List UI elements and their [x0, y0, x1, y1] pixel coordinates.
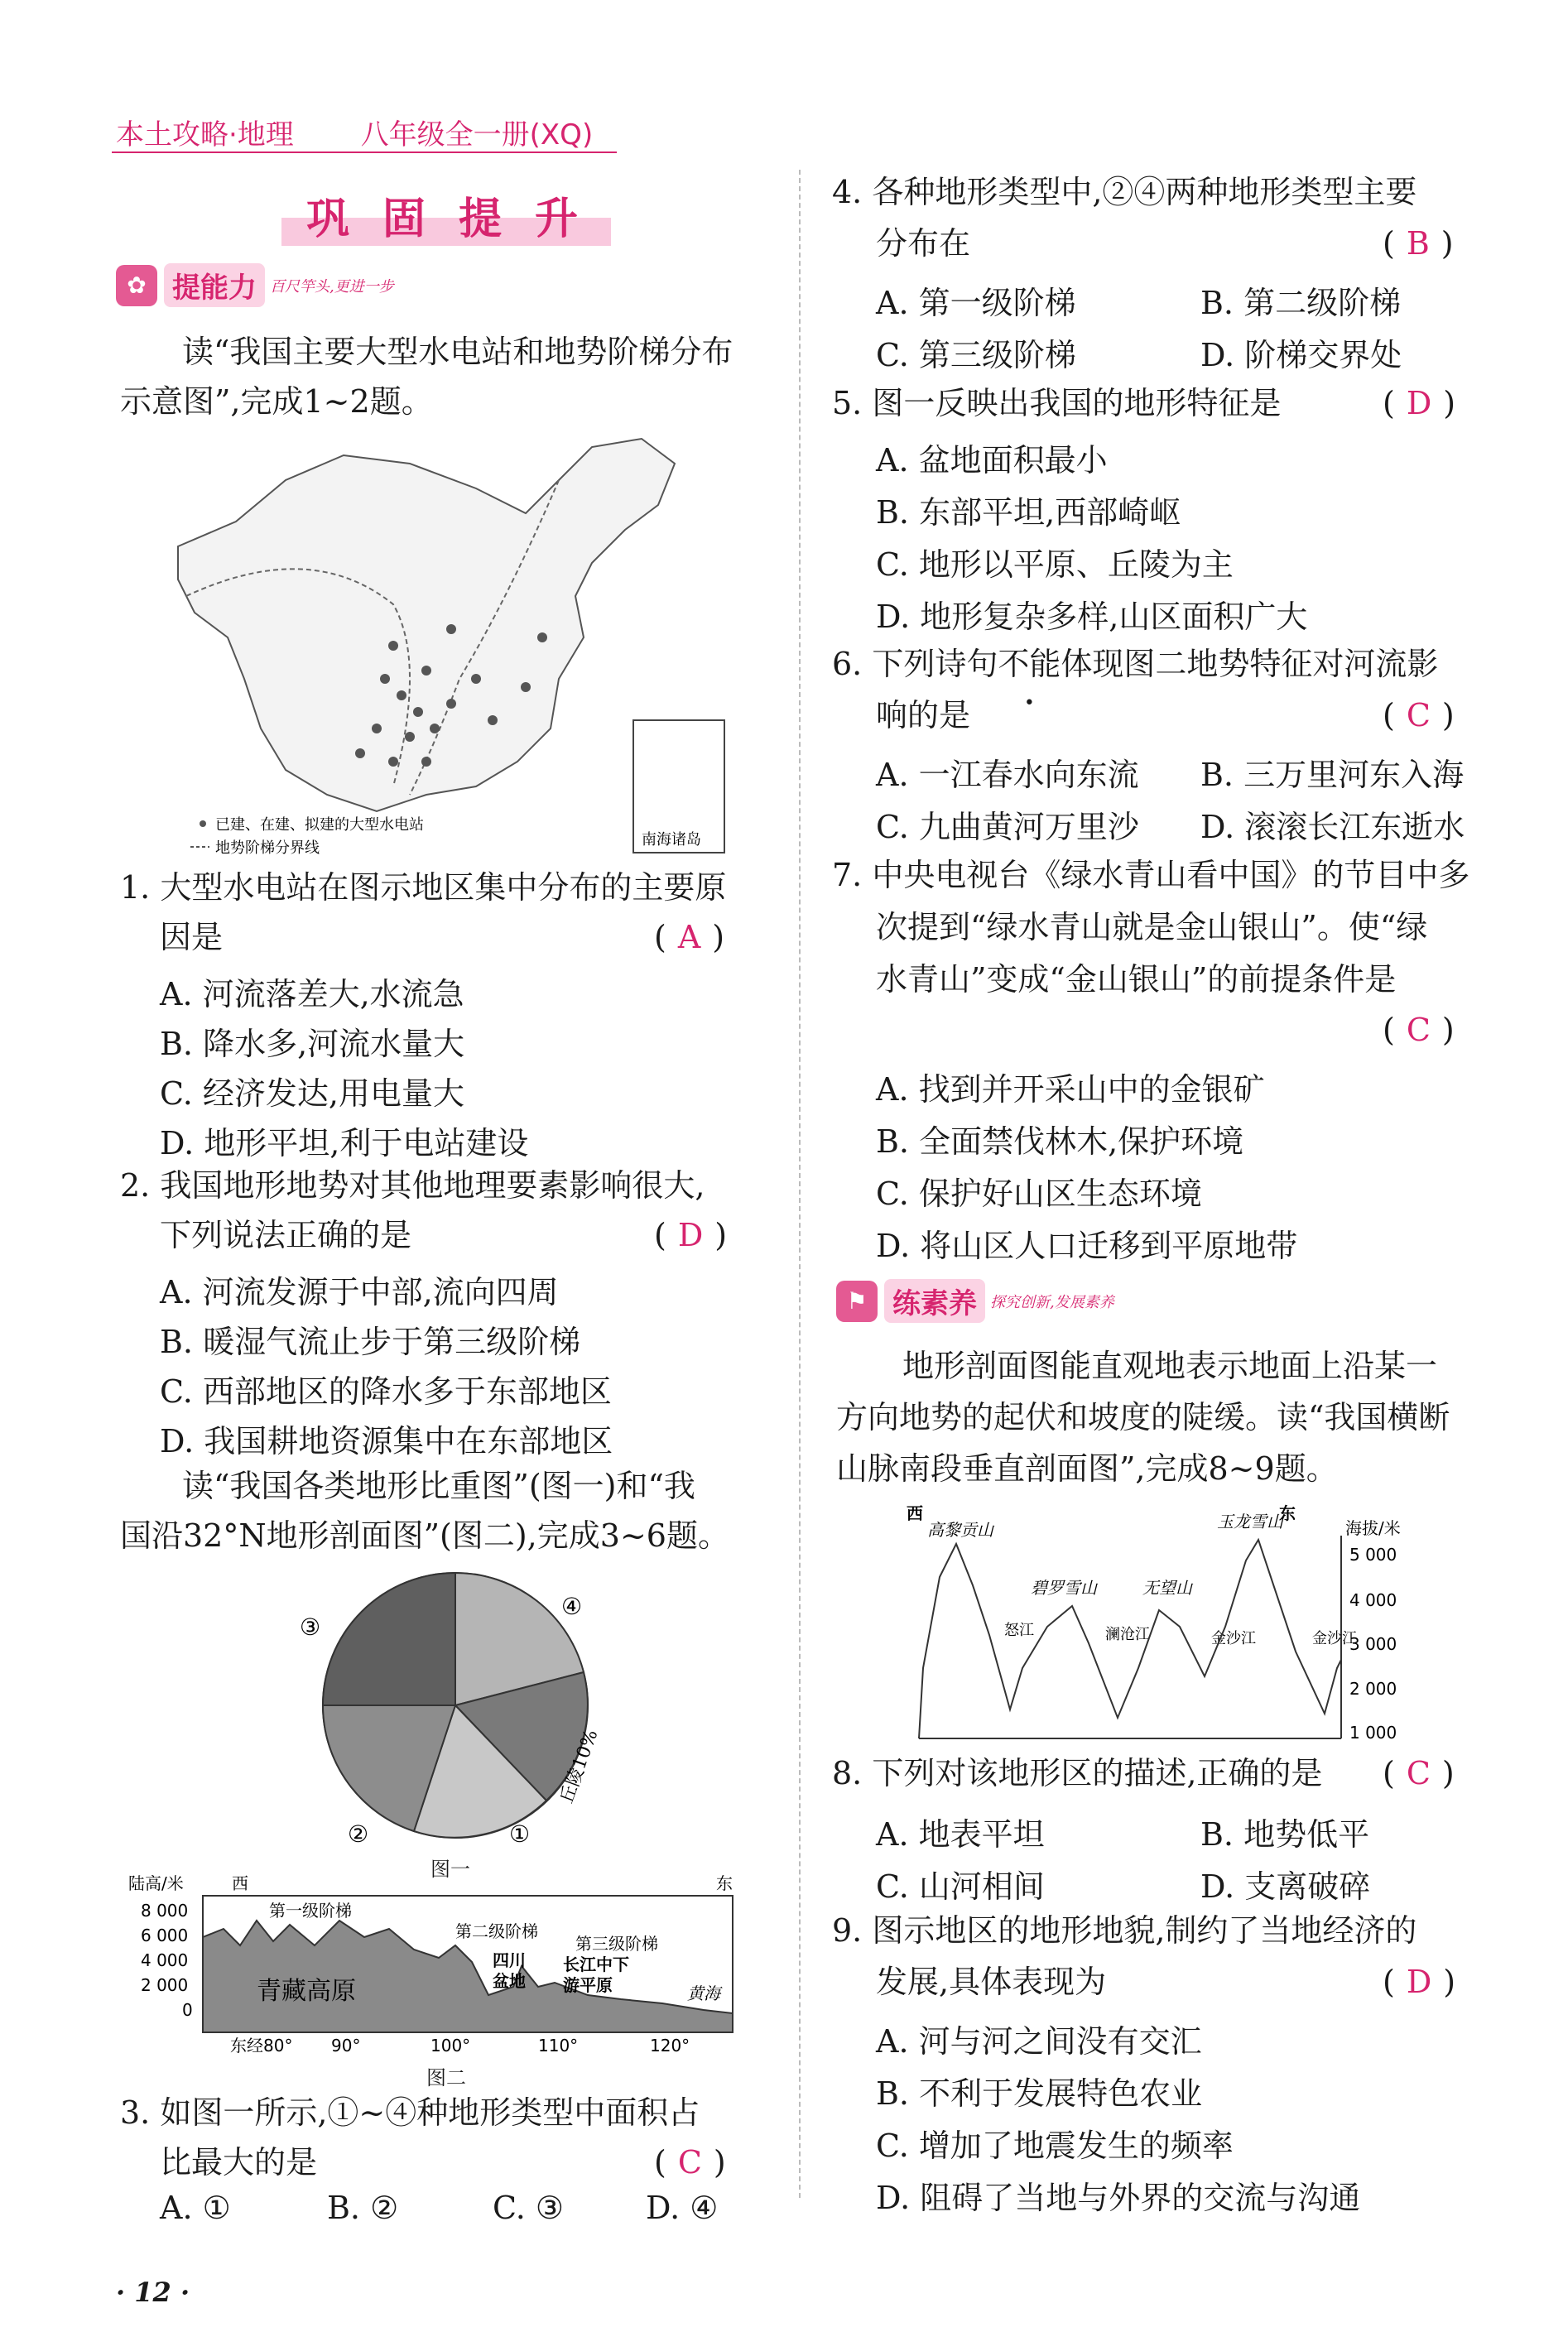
q3-stem-line1: 3. 如图一所示,①~④种地形类型中面积占 [120, 2094, 700, 2131]
q7-option-a: A. 找到并开采山中的金银矿 [876, 1071, 1265, 1108]
q3-option-c: C. ③ [493, 2190, 564, 2226]
q8-stem: 8. 下列对该地形区的描述,正确的是 [832, 1755, 1323, 1791]
fig3-east: 东 [1279, 1503, 1296, 1523]
q9-option-d: D. 阻碍了当地与外界的交流与沟通 [876, 2180, 1361, 2216]
q5-option-b: B. 东部平坦,西部崎岖 [876, 494, 1181, 531]
q2-option-a: A. 河流发源于中部,流向四周 [160, 1274, 559, 1310]
q2-option-c: C. 西部地区的降水多于东部地区 [160, 1373, 612, 1410]
fig3-ytick-4000: 4 000 [1349, 1590, 1397, 1610]
pie-label-4: ④ [561, 1593, 583, 1620]
leaf-icon: ✿ [116, 265, 157, 306]
fig2-region-basin: 盆地 [493, 1971, 526, 1991]
hengduan-profile-figure [907, 1503, 1412, 1743]
fig3-ytick-1000: 1 000 [1349, 1723, 1397, 1743]
q6-option-d: D. 滚滚长江东逝水 [1200, 809, 1465, 845]
q1-answer: ( A ) [654, 919, 725, 955]
intro1-line2: 示意图”,完成1~2题。 [120, 383, 433, 420]
fig3-river-nu: 怒江 [1004, 1622, 1034, 1639]
q1-option-d: D. 地形平坦,利于电站建设 [160, 1125, 529, 1161]
fig2-ytick-8000: 8 000 [141, 1901, 189, 1921]
q4-answer: ( B ) [1383, 225, 1454, 262]
fig3-mountain-wuwang: 无望山 [1142, 1578, 1192, 1598]
fig2-west: 西 [232, 1873, 248, 1893]
tag-sub: 探究创新,发展素养 [990, 1293, 1114, 1311]
fig2-step1: 第一级阶梯 [269, 1901, 352, 1921]
fig2-region-changjiang: 长江中下 [563, 1955, 629, 1974]
q9-option-a: A. 河与河之间没有交汇 [876, 2023, 1202, 2060]
q1-option-c: C. 经济发达,用电量大 [160, 1075, 464, 1112]
fig2-ytick-0: 0 [182, 2000, 193, 2020]
q9-option-b: B. 不利于发展特色农业 [876, 2075, 1203, 2112]
q7-stem-line1: 7. 中央电视台《绿水青山看中国》的节目中多 [832, 857, 1470, 893]
fig2-ytick-4000: 4 000 [141, 1950, 189, 1970]
fig2-ytick-2000: 2 000 [141, 1975, 189, 1995]
intro3-line1: 地形剖面图能直观地表示地面上沿某一 [902, 1348, 1438, 1384]
q9-answer: ( D ) [1383, 1964, 1456, 2000]
inset-label: 南海诸岛 [642, 831, 701, 849]
q5-option-a: A. 盆地面积最小 [876, 442, 1108, 478]
fig2-xtick-110: 110° [538, 2036, 579, 2056]
q6-answer: ( C ) [1383, 697, 1455, 733]
fig2-xtick-100: 100° [430, 2036, 471, 2056]
profile-32n-figure [124, 1871, 753, 2061]
q1-option-a: A. 河流落差大,水流急 [160, 976, 464, 1012]
fig2-sea: 黄海 [687, 1983, 720, 2003]
q8-option-d: D. 支离破碎 [1200, 1868, 1371, 1905]
flag-icon: ⚑ [836, 1281, 878, 1322]
q3-answer: ( C ) [654, 2144, 726, 2181]
header-book-title: 本土攻略·地理 [116, 118, 294, 151]
fig2-xtick-120: 120° [650, 2036, 690, 2056]
column-divider [799, 170, 801, 2198]
fig2-xtick-80: 东经80° [230, 2036, 293, 2056]
header-grade: 八年级全一册(XQ) [360, 118, 594, 151]
terrain-pie-figure [298, 1565, 613, 1846]
tag-name: 提能力 [164, 263, 265, 307]
map-legend-boundary: 地势阶梯分界线 [215, 839, 320, 857]
q2-stem-line1: 2. 我国地形地势对其他地理要素影响很大, [120, 1167, 705, 1204]
fig3-river-jinsha1: 金沙江 [1211, 1630, 1256, 1647]
fig2-ytick-6000: 6 000 [141, 1926, 189, 1945]
pie-label-1: ① [509, 1820, 531, 1846]
fig1-caption: 图一 [430, 1858, 470, 1881]
q8-option-a: A. 地表平坦 [876, 1816, 1045, 1853]
fig3-ytick-3000: 3 000 [1349, 1634, 1397, 1654]
fig3-river-lancang: 澜沧江 [1105, 1626, 1150, 1643]
pie-label-3: ③ [300, 1613, 321, 1641]
tag-tinengli [116, 263, 394, 307]
q1-stem-line1: 1. 大型水电站在图示地区集中分布的主要原 [120, 869, 727, 906]
q4-stem-line2: 分布在 [876, 225, 971, 262]
fig3-ytick-2000: 2 000 [1349, 1679, 1397, 1699]
tag-name: 练素养 [884, 1279, 985, 1323]
map-legend-stations: 已建、在建、拟建的大型水电站 [215, 816, 424, 834]
fig3-ylabel: 海拔/米 [1345, 1518, 1401, 1538]
q7-stem-line3: 水青山”变成“金山银山”的前提条件是 [876, 961, 1397, 998]
q2-option-d: D. 我国耕地资源集中在东部地区 [160, 1423, 613, 1459]
q8-option-b: B. 地势低平 [1200, 1816, 1370, 1853]
q5-option-d: D. 地形复杂多样,山区面积广大 [876, 599, 1308, 635]
header-rule [112, 151, 617, 153]
fig2-xtick-90: 90° [331, 2036, 361, 2056]
page-number: · 12 · [116, 2277, 190, 2308]
fig3-ytick-5000: 5 000 [1349, 1545, 1397, 1565]
q9-stem-line2: 发展,具体表现为 [876, 1964, 1107, 2000]
q6-emphasis-buneng: 不能 [998, 646, 1061, 682]
q6-option-a: A. 一江春水向东流 [876, 757, 1139, 793]
section-title: 巩固提升 [281, 184, 611, 246]
q1-stem-line2: 因是 [160, 919, 224, 955]
q9-option-c: C. 增加了地震发生的频率 [876, 2128, 1234, 2164]
pie-label-2: ② [348, 1820, 369, 1846]
q6-option-c: C. 九曲黄河万里沙 [876, 809, 1139, 845]
fig2-region-sichuan: 四川 [493, 1950, 526, 1970]
q6-stem-part3: 体现图二地势特征对河流影 [1061, 646, 1439, 682]
q1-option-b: B. 降水多,河流水量大 [160, 1026, 465, 1062]
q7-answer: ( C ) [1383, 1012, 1455, 1048]
q5-stem: 5. 图一反映出我国的地形特征是 [832, 385, 1282, 421]
q6-stem-line2: 响的是 [876, 697, 971, 733]
q6-stem-line1 [832, 637, 1438, 690]
q3-option-a: A. ① [160, 2190, 231, 2226]
intro1-line1: 读“我国主要大型水电站和地势阶梯分布 [182, 334, 733, 370]
q2-answer: ( D ) [654, 1217, 728, 1253]
q3-option-b: B. ② [327, 2190, 399, 2226]
intro3-line3: 山脉南段垂直剖面图”,完成8~9题。 [836, 1450, 1338, 1487]
fig3-mountain-yulong: 玉龙雪山 [1217, 1512, 1283, 1531]
fig2-region-qingzang: 青藏高原 [257, 1977, 356, 2006]
fig2-step3: 第三级阶梯 [575, 1934, 658, 1954]
q4-option-d: D. 阶梯交界处 [1200, 337, 1402, 373]
q4-option-b: B. 第二级阶梯 [1200, 285, 1402, 321]
q7-stem-line2: 次提到“绿水青山就是金山银山”。使“绿 [876, 909, 1428, 945]
fig2-region-plain: 游平原 [563, 1975, 613, 1995]
q7-option-d: D. 将山区人口迁移到平原地带 [876, 1228, 1298, 1264]
tag-sub: 百尺竿头,更进一步 [270, 277, 394, 296]
q8-answer: ( C ) [1383, 1755, 1455, 1791]
q3-option-d: D. ④ [646, 2190, 719, 2226]
tag-liansuyang [836, 1279, 1114, 1323]
fig2-caption: 图二 [426, 2066, 466, 2089]
q2-stem-line2: 下列说法正确的是 [160, 1217, 412, 1253]
q4-option-a: A. 第一级阶梯 [876, 285, 1076, 321]
intro3-line2: 方向地势的起伏和坡度的陡缓。读“我国横断 [836, 1399, 1450, 1435]
q5-option-c: C. 地形以平原、丘陵为主 [876, 546, 1234, 583]
q3-stem-line2: 比最大的是 [160, 2144, 318, 2181]
q2-option-b: B. 暖湿气流止步于第三级阶梯 [160, 1324, 581, 1360]
q7-option-c: C. 保护好山区生态环境 [876, 1176, 1202, 1212]
q4-stem-line1: 4. 各种地形类型中,②④两种地形类型主要 [832, 174, 1417, 210]
intro2-line2: 国沿32°N地形剖面图”(图二),完成3~6题。 [120, 1517, 729, 1554]
fig3-west: 西 [907, 1503, 923, 1523]
q6-stem-part1: 6. 下列诗句 [832, 646, 998, 682]
pie-label-hill: 丘陵10% [556, 1727, 603, 1807]
q8-option-c: C. 山河相间 [876, 1868, 1045, 1905]
fig3-mountain-biluo: 碧罗雪山 [1031, 1578, 1097, 1598]
fig2-east: 东 [716, 1873, 733, 1893]
running-header [116, 112, 593, 152]
q6-option-b: B. 三万里河东入海 [1200, 757, 1465, 793]
q5-answer: ( D ) [1383, 385, 1456, 421]
fig3-river-jinsha2: 金沙江 [1312, 1630, 1357, 1647]
intro2-line1: 读“我国各类地形比重图”(图一)和“我 [182, 1468, 695, 1504]
fig2-step2: 第二级阶梯 [455, 1921, 538, 1941]
fig2-ylabel: 陆高/米 [128, 1873, 184, 1893]
q4-option-c: C. 第三级阶梯 [876, 337, 1076, 373]
fig3-mountain-gaoligong: 高黎贡山 [927, 1520, 993, 1540]
q7-option-b: B. 全面禁伐林木,保护环境 [876, 1123, 1244, 1160]
china-hydropower-map [161, 430, 741, 861]
q9-stem-line1: 9. 图示地区的地形地貌,制约了当地经济的 [832, 1912, 1417, 1949]
